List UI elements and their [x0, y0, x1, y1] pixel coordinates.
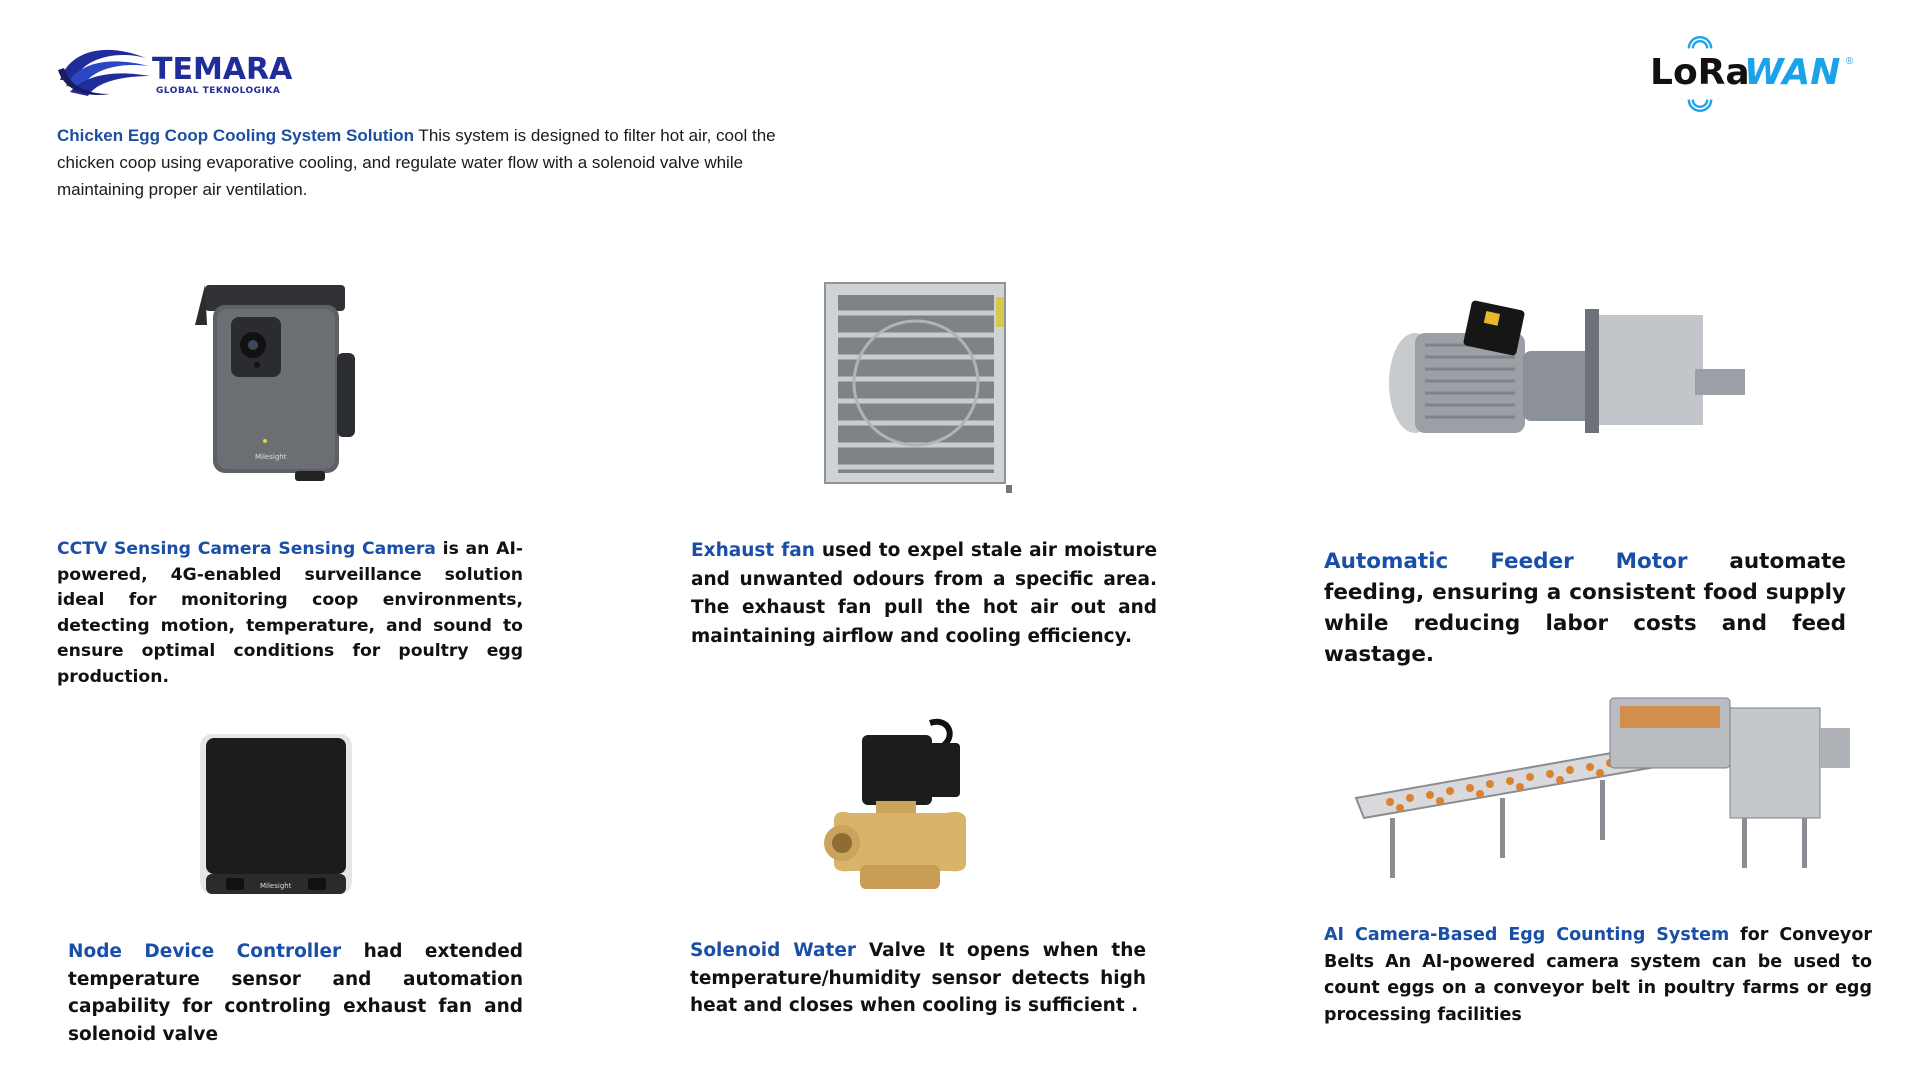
temara-wave-icon [56, 40, 152, 100]
lorawan-suffix: WAN [1744, 52, 1841, 93]
feature-feeder-motor [1324, 546, 1846, 670]
temara-logo [56, 40, 293, 100]
node-brand-label: Milesight [260, 882, 292, 890]
feature-egg-counting [1324, 922, 1872, 1028]
feature-node-title: Node Device Controller [68, 941, 342, 962]
solenoid-valve-image [820, 715, 980, 895]
exhaust-fan-image [820, 275, 1020, 497]
cctv-camera-image [195, 265, 385, 485]
intro-title: Chicken Egg Coop Cooling System Solution [57, 126, 415, 145]
feature-egg-text: for Conveyor Belts An AI-powered camera system can be used to count eggs on a conveyor belt in poultry farms or egg processing facilities [1324, 925, 1872, 1025]
company-name: TEMARA [152, 52, 293, 87]
feature-feeder-text: automate feeding, ensuring a consistent food supply while reducing labor costs and feed wastage. [1324, 549, 1846, 667]
feature-fan-text: used to expel stale air moisture and unwanted odours from a specific area. The exhaust fan pull the hot air out and maintaining airflow and cooling efficiency. [691, 540, 1157, 647]
feature-exhaust-fan [691, 537, 1157, 651]
intro-text: This system is designed to filter hot air, cool the chicken coop using evaporative cooling, and regulate water flow with a solenoid valve while maintaining proper air ventilation. [57, 126, 776, 199]
node-controller-image [198, 730, 354, 900]
company-tagline: GLOBAL TEKNOLOGIKA [156, 86, 281, 96]
camera-brand-label: Milesight [255, 453, 287, 461]
feature-node-controller [68, 938, 523, 1048]
feature-cctv-title: CCTV Sensing Camera Sensing Camera [57, 539, 436, 559]
feeder-motor-image [1375, 295, 1765, 465]
lorawan-prefix: LoRa [1650, 52, 1750, 93]
feature-valve-text: Valve It opens when the temperature/humidity sensor detects high heat and closes when cooling is sufficient . [690, 940, 1146, 1016]
egg-conveyor-image [1350, 688, 1860, 888]
feature-fan-title: Exhaust fan [691, 540, 815, 561]
feature-egg-title: AI Camera-Based Egg Counting System [1324, 925, 1730, 945]
feature-feeder-title: Automatic Feeder Motor [1324, 549, 1688, 574]
feature-cctv-text: is an AI-powered, 4G-enabled surveillance solution ideal for monitoring coop environments, detecting motion, temperature, and sound to ensure optimal conditions for poultry egg production. [57, 539, 523, 687]
lorawan-logo [1650, 44, 1854, 114]
feature-node-text: had extended temperature sensor and automation capability for controling exhaust fan and solenoid valve [68, 941, 523, 1045]
feature-cctv-camera [57, 537, 523, 690]
registered-mark: ® [1846, 56, 1854, 67]
feature-solenoid-valve [690, 937, 1146, 1020]
feature-valve-title: Solenoid Water [690, 940, 856, 961]
intro-paragraph [57, 122, 827, 203]
